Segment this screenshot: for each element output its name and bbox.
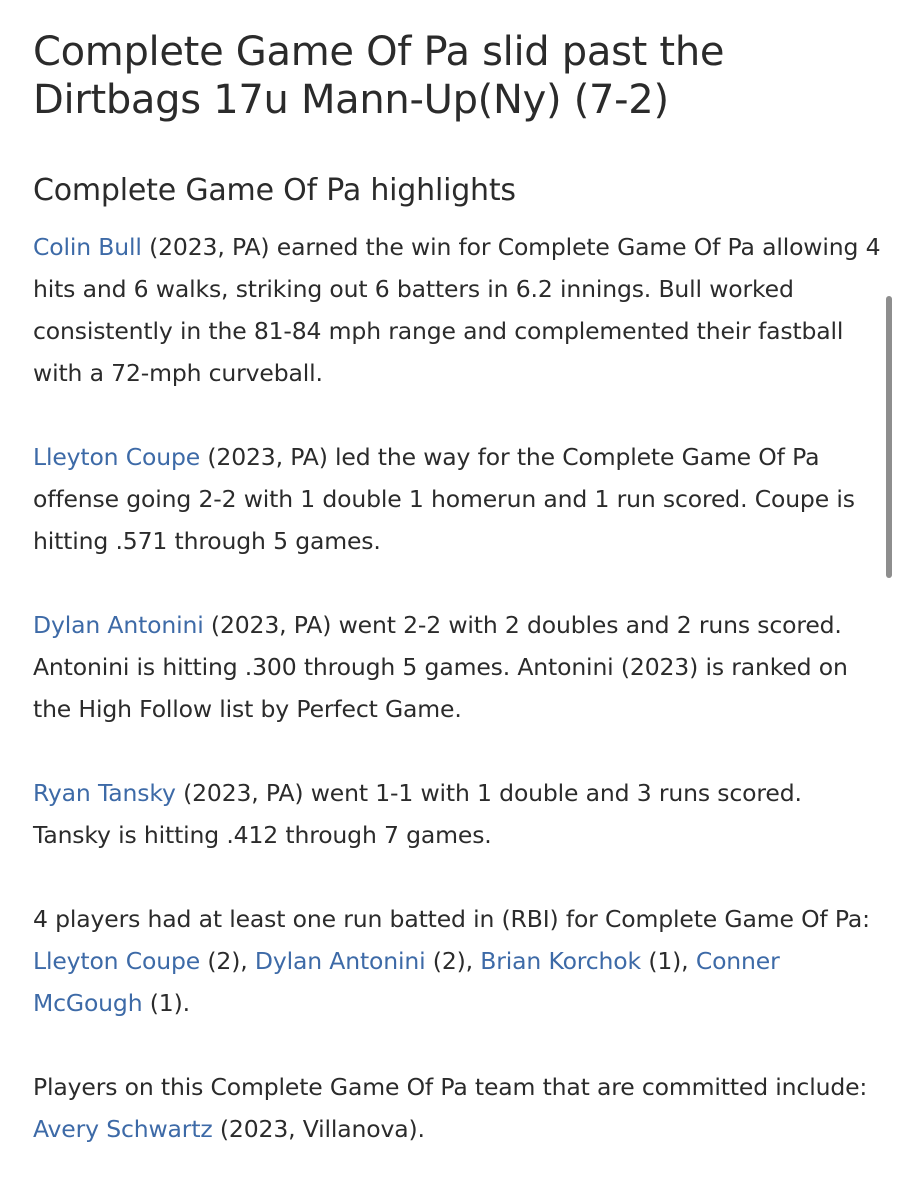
paragraph-text: (2023, PA) went 2-2 with 2 doubles and 2 runs scored. Antonini is hitting .300 through 5 games. Antonini (2023) is ranked on the High Follow list by Perfect Game. bbox=[33, 611, 848, 723]
rbi-count: (1), bbox=[641, 947, 696, 975]
paragraph-rbi bbox=[33, 898, 881, 1024]
rbi-count: (1). bbox=[142, 989, 190, 1017]
player-link-dylan-antonini[interactable]: Dylan Antonini bbox=[33, 611, 204, 639]
paragraph-lleyton-coupe bbox=[33, 436, 881, 562]
player-link-conner-mcgough[interactable]: Conner McGough bbox=[33, 947, 780, 1017]
player-link-lleyton-coupe[interactable]: Lleyton Coupe bbox=[33, 443, 201, 471]
paragraph-dylan-antonini bbox=[33, 604, 881, 730]
player-link-avery-schwartz[interactable]: Avery Schwartz bbox=[33, 1115, 213, 1143]
paragraph-text: (2023, Villanova). bbox=[212, 1115, 425, 1143]
player-link-brian-korchok[interactable]: Brian Korchok bbox=[480, 947, 641, 975]
paragraph-commitments bbox=[33, 1066, 881, 1150]
article bbox=[33, 28, 881, 1150]
paragraph-text: 4 players had at least one run batted in (RBI) for Complete Game Of Pa: bbox=[33, 905, 870, 933]
paragraph-text: (2023, PA) led the way for the Complete Game Of Pa offense going 2-2 with 1 double 1 homerun and 1 run scored. Coupe is hitting .571 through 5 games. bbox=[33, 443, 855, 555]
paragraph-text: Players on this Complete Game Of Pa team that are committed include: bbox=[33, 1073, 868, 1101]
paragraph-ryan-tansky bbox=[33, 772, 881, 856]
player-link-colin-bull[interactable]: Colin Bull bbox=[33, 233, 142, 261]
player-link-lleyton-coupe-rbi[interactable]: Lleyton Coupe bbox=[33, 947, 201, 975]
paragraph-text: (2023, PA) earned the win for Complete Game Of Pa allowing 4 hits and 6 walks, striking out 6 batters in 6.2 innings. Bull worked consistently in the 81-84 mph range and complemented their fastball with a 72-mph curveball. bbox=[33, 233, 881, 387]
paragraph-colin-bull bbox=[33, 226, 881, 394]
scrollbar-thumb[interactable] bbox=[886, 296, 892, 578]
article-title: Complete Game Of Pa slid past the Dirtbags 17u Mann-Up(Ny) (7-2) bbox=[33, 29, 725, 123]
paragraph-text: (2023, PA) went 1-1 with 1 double and 3 runs scored. Tansky is hitting .412 through 7 games. bbox=[33, 779, 802, 849]
player-link-ryan-tansky[interactable]: Ryan Tansky bbox=[33, 779, 176, 807]
rbi-count: (2), bbox=[425, 947, 481, 975]
rbi-count: (2), bbox=[200, 947, 255, 975]
highlights-heading: Complete Game Of Pa highlights bbox=[33, 173, 516, 208]
player-link-dylan-antonini-rbi[interactable]: Dylan Antonini bbox=[254, 947, 426, 975]
